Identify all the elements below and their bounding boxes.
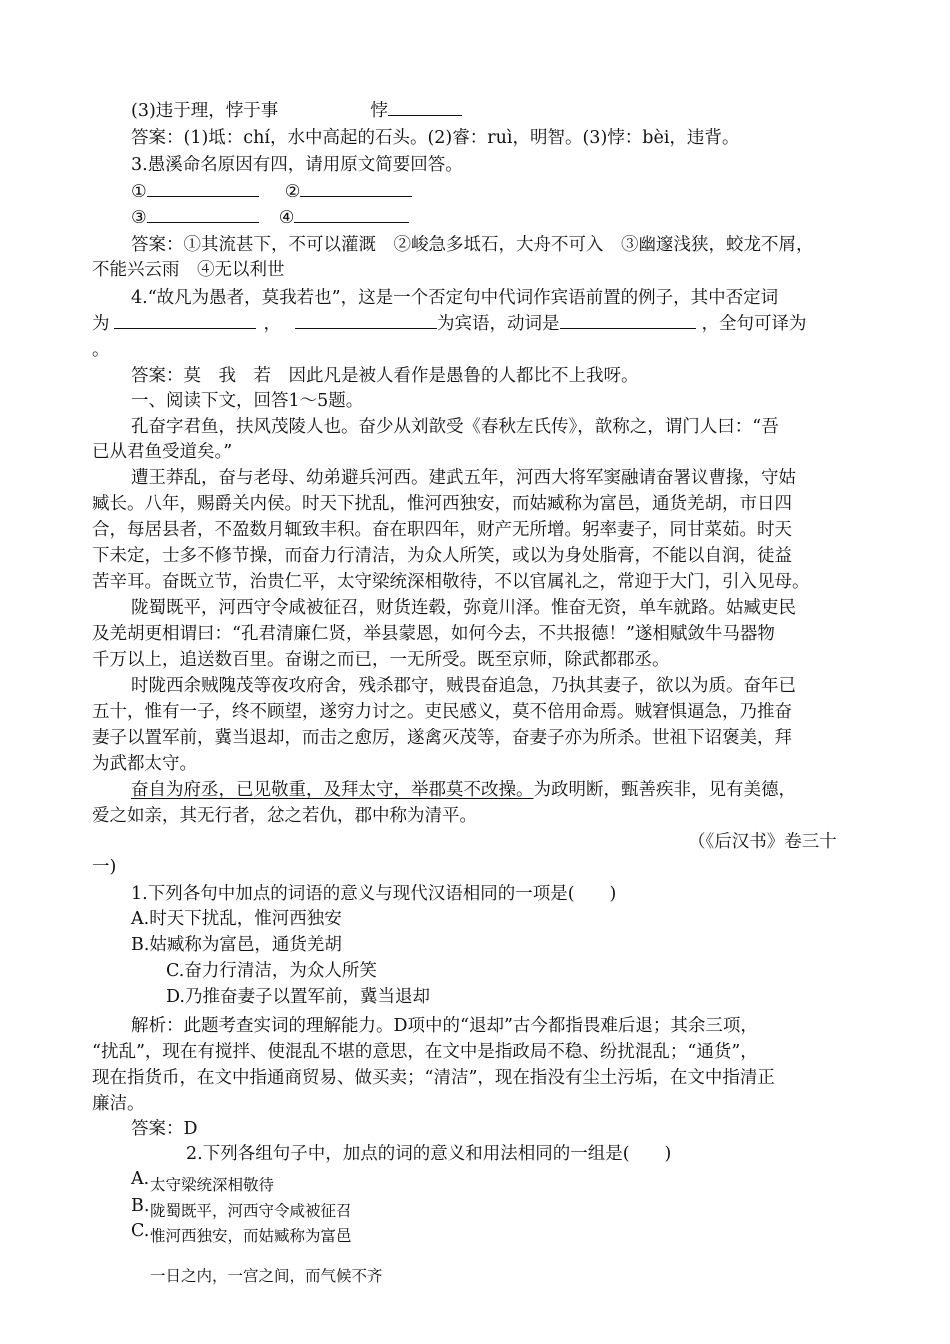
- option-a[interactable]: A.时天下扰乱，惟河西独安: [131, 909, 342, 929]
- item-char: 悖: [370, 101, 388, 121]
- marker: ①: [131, 182, 147, 202]
- stem-text: 为宾语，动词是: [437, 314, 560, 334]
- option-d[interactable]: D.乃推奋妻子以置军前，冀当退却: [166, 987, 430, 1007]
- passage-line: 五十，惟有一子，终不顾望，遂穷力讨之。吏民感义，莫不倍用命焉。贼窘惧逼急，乃推奋: [92, 702, 792, 722]
- passage-line: 及羌胡更相谓曰：“孔君清廉仁贤，举县蒙恩，如何今去，不共报德！”遂相赋敛牛马器物: [92, 624, 775, 644]
- marker: ③: [131, 208, 147, 228]
- explanation-line: 解析：此题考查实词的理解能力。D项中的“退却”古今都指畏难后退；其余三项，: [131, 1016, 758, 1036]
- passage-line: 合，每居县者，不盈数月辄致丰积。奋在职四年，财产无所增。躬率妻子，同甘菜茹。时天: [92, 520, 792, 540]
- marker: ②: [284, 182, 301, 202]
- fill-blank[interactable]: [388, 101, 462, 116]
- passage-line: 为武都太守。: [92, 754, 197, 774]
- passage-line: 孔奋字君鱼，扶风茂陵人也。奋少从刘歆受《春秋左氏传》，歆称之，谓门人曰：“吾: [131, 417, 779, 437]
- answer-line: 答案：莫 我 若 因此凡是被人看作是愚鲁的人都比不上我呀。: [131, 366, 639, 386]
- option-a-text: 太守梁统深相敬待: [150, 1176, 275, 1194]
- passage-line: 陇蜀既平，河西守令咸被征召，财货连毂，弥竟川泽。惟奋无资，单车就路。姑臧吏民: [131, 598, 796, 618]
- text-line: [131, 100, 901, 122]
- section-heading: 一、阅读下文，回答1～5题。: [131, 391, 364, 411]
- option-c[interactable]: C.奋力行清洁，为众人所笑: [166, 961, 377, 981]
- explanation-line: “扰乱”，现在有搅拌、使混乱不堪的意思，在文中是指政局不稳、纷扰混乱；“通货”，: [92, 1042, 758, 1062]
- passage-line: 臧长。八年，赐爵关内侯。时天下扰乱，惟河西独安，而姑臧称为富邑，通货羌胡，市日四: [92, 494, 792, 514]
- question-stem: 1.下列各句中加点的词语的意义与现代汉语相同的一项是( ): [131, 884, 617, 904]
- stem-text: 为: [92, 314, 110, 334]
- source-citation: （《后汉书》卷三十: [688, 832, 837, 852]
- passage-text: 为政明断，甄善疾非，见有美德，: [533, 780, 796, 800]
- option-d-text: 一日之内，一宫之间，而气候不齐: [150, 1267, 383, 1285]
- answer-line: 答案：(1)坻：chí，水中高起的石头。(2)睿：ruì，明智。(3)悖：bèi，违背。: [131, 128, 740, 148]
- underlined-sentence: 奋自为府丞，已见敬重，及拜太守，举郡莫不改操。: [131, 780, 534, 800]
- answer-line: 答案：D: [131, 1119, 198, 1139]
- passage-line: 下未定，士多不修节操，而奋力行清洁，为众人所笑，或以为身处脂膏，不能以自润，徒益: [92, 546, 792, 566]
- marker: ④: [278, 208, 295, 228]
- passage-line: [131, 779, 901, 801]
- passage-line: 时陇西余贼隗茂等夜攻府舍，残杀郡守，贼畏奋追急，乃执其妻子，欲以为质。奋年已: [131, 676, 796, 696]
- explanation-line: 现在指货币，在文中指通商贸易、做买卖；“清洁”，现在指没有尘土污垢，在文中指清正: [92, 1068, 775, 1088]
- fill-blank[interactable]: [560, 314, 696, 329]
- source-citation: 一): [92, 857, 117, 877]
- passage-line: 千万以上，追送数百里。奋谢之而已，一无所受。既至京师，除武都郡丞。: [92, 650, 670, 670]
- blank-row: [131, 181, 901, 203]
- question-stem: [92, 313, 862, 335]
- question-stem: 3.愚溪命名原因有四，请用原文简要回答。: [131, 155, 463, 175]
- question-stem: 2.下列各组句子中，加点的词的意义和用法相同的一组是( ): [186, 1144, 672, 1164]
- option-label: A.: [131, 1169, 150, 1189]
- fill-blank[interactable]: [294, 208, 409, 223]
- passage-line: 已从君鱼受道矣。”: [92, 442, 233, 462]
- passage-line: 妻子以置军前，冀当退却，而击之愈厉，遂禽灭茂等，奋妻子亦为所杀。世祖下诏褒美，拜: [92, 728, 792, 748]
- answer-line: 答案：①其流甚下，不可以灌溉 ②峻急多坻石，大舟不可入 ③幽邃浅狭，蛟龙不屑，: [131, 235, 814, 255]
- option-label: B.: [131, 1196, 150, 1216]
- stem-text: ，: [263, 314, 281, 334]
- explanation-line: 廉洁。: [92, 1094, 145, 1114]
- question-stem: 。: [92, 340, 110, 360]
- question-stem: 4.“故凡为愚者，莫我若也”，这是一个否定句中代词作宾语前置的例子，其中否定词: [131, 288, 779, 308]
- fill-blank[interactable]: [147, 208, 259, 223]
- stem-text: ，全句可译为: [701, 314, 807, 334]
- option-b-text: 陇蜀既平，河西守令咸被征召: [150, 1202, 352, 1220]
- fill-blank[interactable]: [295, 314, 437, 329]
- fill-blank[interactable]: [147, 182, 259, 197]
- passage-line: 爱之如亲，其无行者，忿之若仇，郡中称为清平。: [92, 806, 477, 826]
- option-c-text: 惟河西独安，而姑臧称为富邑: [150, 1227, 352, 1245]
- option-b[interactable]: B.姑臧称为富邑，通货羌胡: [131, 935, 342, 955]
- answer-line: 不能兴云雨 ④无以利世: [92, 260, 285, 280]
- blank-row: [131, 207, 901, 229]
- option-label: C.: [131, 1221, 150, 1241]
- fill-blank[interactable]: [300, 182, 412, 197]
- passage-line: 遭王莽乱，奋与老母、幼弟避兵河西。建武五年，河西大将军窦融请奋署议曹掾，守姑: [131, 468, 796, 488]
- fill-blank[interactable]: [114, 314, 256, 329]
- item-text: (3)违于理，悖于事: [131, 101, 279, 121]
- passage-line: 苦辛耳。奋既立节，治贵仁平，太守梁统深相敬待，不以官属礼之，常迎于大门，引入见母。: [92, 572, 810, 592]
